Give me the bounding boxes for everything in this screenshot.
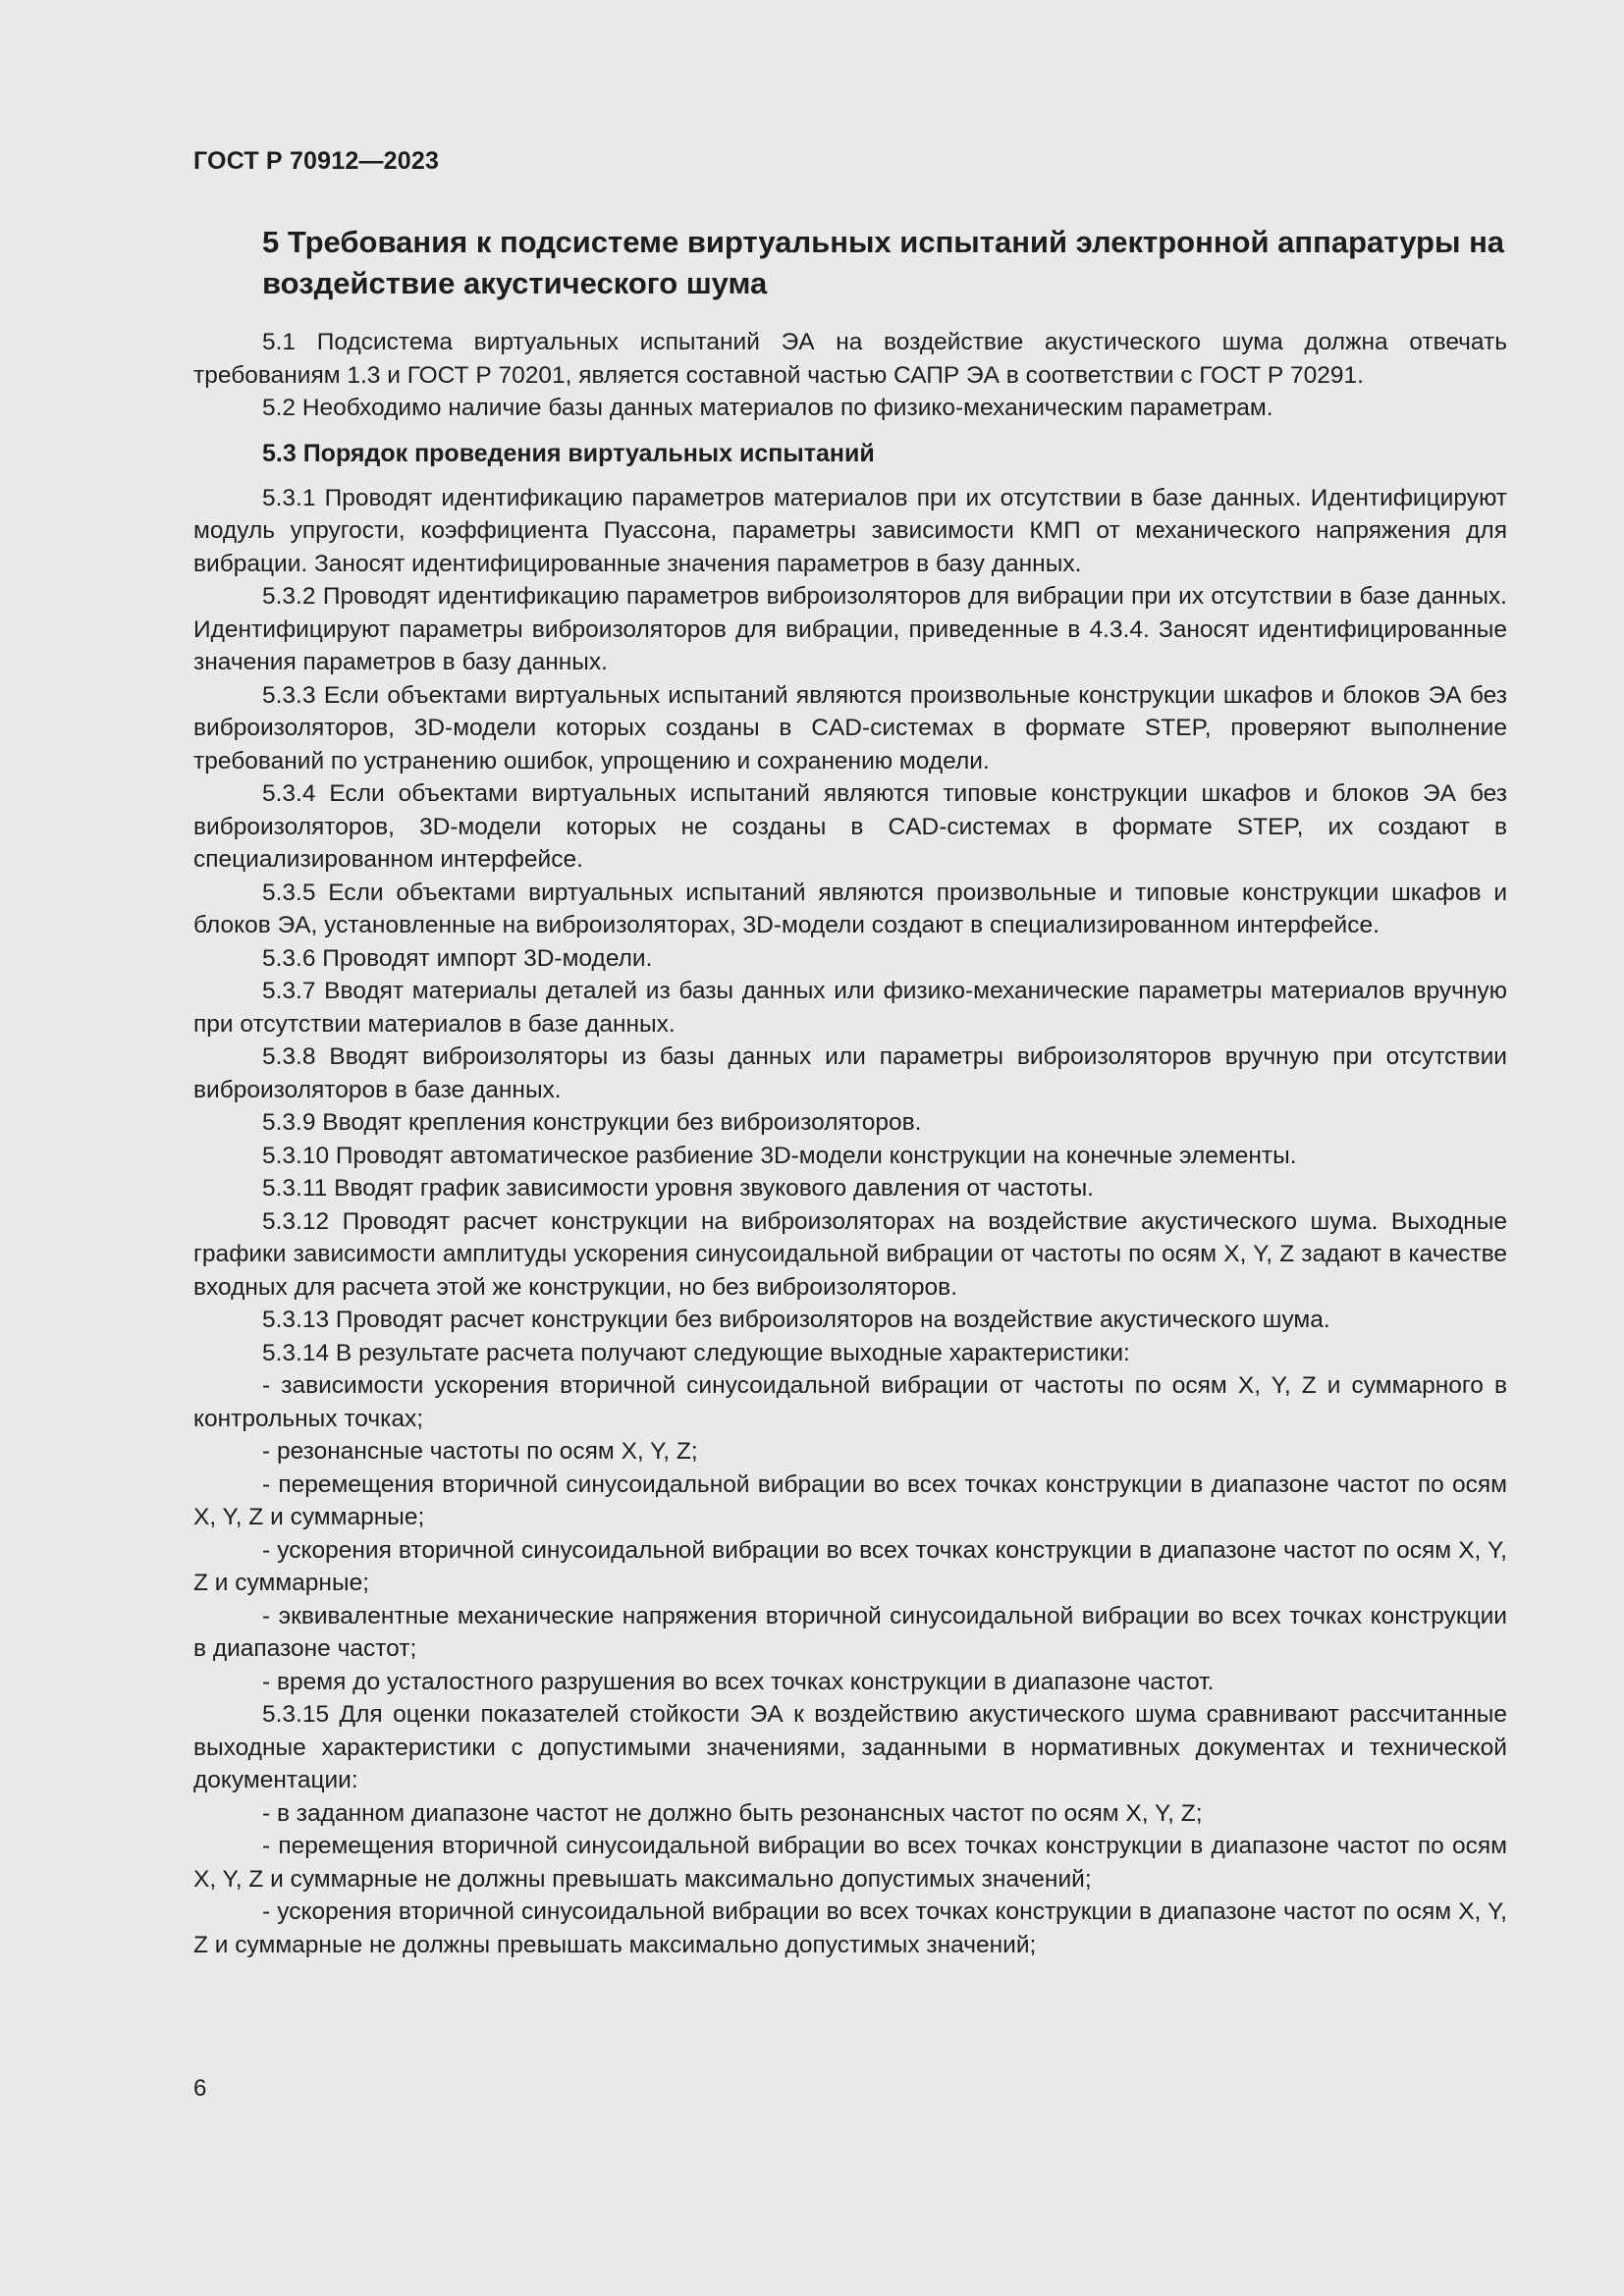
paragraph-5-3-1: 5.3.1 Проводят идентификацию параметров материалов при их отсутствии в базе данных. Идентифицируют модуль упругости, коэффициента Пуассона, параметры зависимости КМП от механического напряжения для вибрации. Заносят идентифицированные значения параметров в базу данных. [193, 484, 1507, 577]
list-item: - ускорения вторичной синусоидальной вибрации во всех точках конструкции в диапазоне частот по осям X, Y, Z и суммарные не должны превышать максимально допустимых значений; [193, 1898, 1507, 1958]
list-item: - время до усталостного разрушения во всех точках конструкции в диапазоне частот. [262, 1668, 1215, 1695]
paragraph-5-3-14: 5.3.14 В результате расчета получают следующие выходные характеристики: [262, 1339, 1130, 1366]
section-title: 5 Требования к подсистеме виртуальных испытаний электронной аппаратуры на воздействие акустического шума [262, 225, 1505, 300]
document-body [193, 222, 1507, 1961]
paragraph-5-3-3: 5.3.3 Если объектами виртуальных испытаний являются произвольные конструкции шкафов и блоков ЭА без виброизоляторов, 3D-модели которых созданы в CAD-системах в формате STEP, проверяют выполнение требований по устранению ошибок, упрощению и сохранению модели. [193, 681, 1507, 774]
paragraph-5-3-5: 5.3.5 Если объектами виртуальных испытаний являются произвольные и типовые конструкции шкафов и блоков ЭА, установленные на виброизоляторах, 3D-модели создают в специализированном интерфейсе. [193, 879, 1507, 938]
list-item: - резонансные частоты по осям X, Y, Z; [262, 1438, 698, 1465]
standard-code: ГОСТ Р 70912—2023 [193, 147, 440, 175]
paragraph-5-3-10: 5.3.10 Проводят автоматическое разбиение 3D-модели конструкции на конечные элементы. [262, 1142, 1297, 1169]
list-item: - зависимости ускорения вторичной синусоидальной вибрации от частоты по осям X, Y, Z и суммарного в контрольных точках; [193, 1372, 1507, 1432]
paragraph-5-3-11: 5.3.11 Вводят график зависимости уровня звукового давления от частоты. [262, 1175, 1094, 1201]
list-item: - перемещения вторичной синусоидальной вибрации во всех точках конструкции в диапазоне частот по осям X, Y, Z и суммарные не должны превышать максимально допустимых значений; [193, 1833, 1507, 1893]
paragraph-5-3-2: 5.3.2 Проводят идентификацию параметров виброизоляторов для вибрации при их отсутствии в базе данных. Идентифицируют параметры виброизоляторов для вибрации, приведенные в 4.3.4. Заносят идентифицированные значения параметров в базу данных. [193, 583, 1507, 675]
paragraph-5-3-8: 5.3.8 Вводят виброизоляторы из базы данных или параметры виброизоляторов вручную при отсутствии виброизоляторов в базе данных. [193, 1043, 1507, 1103]
paragraph-5-3-6: 5.3.6 Проводят импорт 3D-модели. [262, 944, 653, 972]
paragraph-5-3-12: 5.3.12 Проводят расчет конструкции на виброизоляторах на воздействие акустического шума. Выходные графики зависимости амплитуды ускорения синусоидальной вибрации от частоты по осям X, Y, Z задают в качестве входных для расчета этой же конструкции, но без виброизоляторов. [193, 1207, 1507, 1301]
paragraph-5-3-9: 5.3.9 Вводят крепления конструкции без виброизоляторов. [262, 1109, 922, 1136]
list-item: - ускорения вторичной синусоидальной вибрации во всех точках конструкции в диапазоне частот по осям X, Y, Z и суммарные; [193, 1536, 1507, 1596]
list-item: - в заданном диапазоне частот не должно быть резонансных частот по осям X, Y, Z; [262, 1799, 1203, 1827]
paragraph-5-1: 5.1 Подсистема виртуальных испытаний ЭА на воздействие акустического шума должна отвечать требованиям 1.3 и ГОСТ Р 70201, является составной частью САПР ЭА в соответствии с ГОСТ Р 70291. [193, 329, 1507, 389]
paragraph-5-2: 5.2 Необходимо наличие базы данных материалов по физико-механическим параметрам. [262, 395, 1273, 421]
list-item: - эквивалентные механические напряжения вторичной синусоидальной вибрации во всех точках конструкции в диапазоне частот; [193, 1602, 1507, 1662]
paragraph-5-3-13: 5.3.13 Проводят расчет конструкции без виброизоляторов на воздействие акустического шума. [262, 1307, 1330, 1333]
paragraph-5-3-4: 5.3.4 Если объектами виртуальных испытаний являются типовые конструкции шкафов и блоков ЭА без виброизоляторов, 3D-модели которых не созданы в CAD-системах в формате STEP, их создают в специализированном интерфейсе. [193, 780, 1507, 873]
paragraph-5-3-7: 5.3.7 Вводят материалы деталей из базы данных или физико-механические параметры материалов вручную при отсутствии материалов в базе данных. [193, 978, 1507, 1038]
subsection-title: 5.3 Порядок проведения виртуальных испытаний [262, 439, 875, 467]
paragraph-5-3-15: 5.3.15 Для оценки показателей стойкости ЭА к воздействию акустического шума сравнивают рассчитанные выходные характеристики с допустимыми значениями, заданными в нормативных документах и технической документации: [193, 1701, 1507, 1793]
list-item: - перемещения вторичной синусоидальной вибрации во всех точках конструкции в диапазоне частот по осям X, Y, Z и суммарные; [193, 1470, 1507, 1530]
page-number: 6 [193, 2075, 207, 2102]
